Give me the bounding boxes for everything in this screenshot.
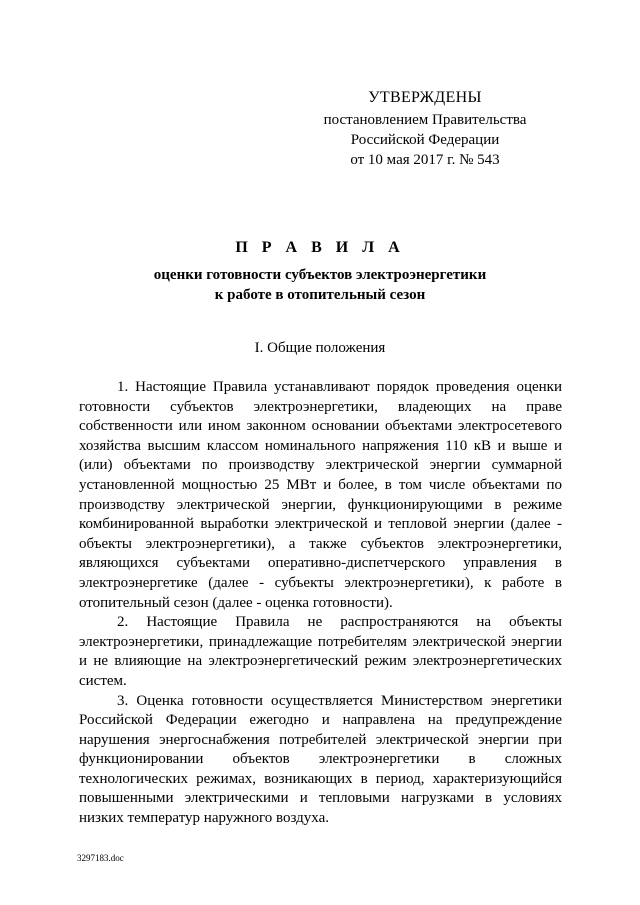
- document-subtitle: [80, 265, 560, 305]
- approval-block: [300, 88, 550, 170]
- approval-line-1: постановлением Правительства: [323, 112, 527, 128]
- approval-stamp: УТВЕРЖДЕНЫ: [368, 89, 482, 106]
- approval-line-3: от 10 мая 2017 г. № 543: [350, 152, 500, 168]
- document-title: П Р А В И Л А: [235, 239, 405, 256]
- document-body: [79, 378, 562, 829]
- paragraph-1: 1. Настоящие Правила устанавливают порядок проведения оценки готовности субъектов электроэнергетики, владеющих на праве собственности или ином законном основании объектами электросетевого хозяйства высшим классом номинального напряжения 110 кВ и выше и (или) объектами по производству электрической энергии суммарной установленной мощностью 25 МВт и более, в том числе объектами по производству электрической энергии, функционирующими в режиме комбинированной выработки электрической и тепловой энергии (далее - объекты электроэнергетики), а также субъектов электроэнергетики, являющихся субъектами оперативно-диспетчерского управления в электроэнергетике (далее - субъекты электроэнергетики), к работе в отопительный сезон (далее - оценка готовности).: [79, 379, 562, 611]
- subtitle-line-1: оценки готовности субъектов электроэнергетики: [153, 267, 487, 283]
- approval-line-2: Российской Федерации: [350, 132, 500, 148]
- section-heading: I. Общие положения: [254, 340, 386, 356]
- paragraph-2: 2. Настоящие Правила не распространяются на объекты электроэнергетики, принадлежащие потребителям электрической энергии и не влияющие на электроэнергетический режим электроэнергетических систем.: [79, 614, 562, 689]
- footer-file-name: 3297183.doc: [77, 853, 124, 863]
- paragraph-3: 3. Оценка готовности осуществляется Министерством энергетики Российской Федерации ежегодно и направлена на предупреждение нарушения энергоснабжения потребителей электрической энергии при функционировании объектов электроэнергетики в сложных технологических режимах, возникающих в период, характеризующийся повышенными электрическими и тепловыми нагрузками в условиях низких температур наружного воздуха.: [79, 692, 562, 827]
- subtitle-line-2: к работе в отопительный сезон: [214, 287, 426, 303]
